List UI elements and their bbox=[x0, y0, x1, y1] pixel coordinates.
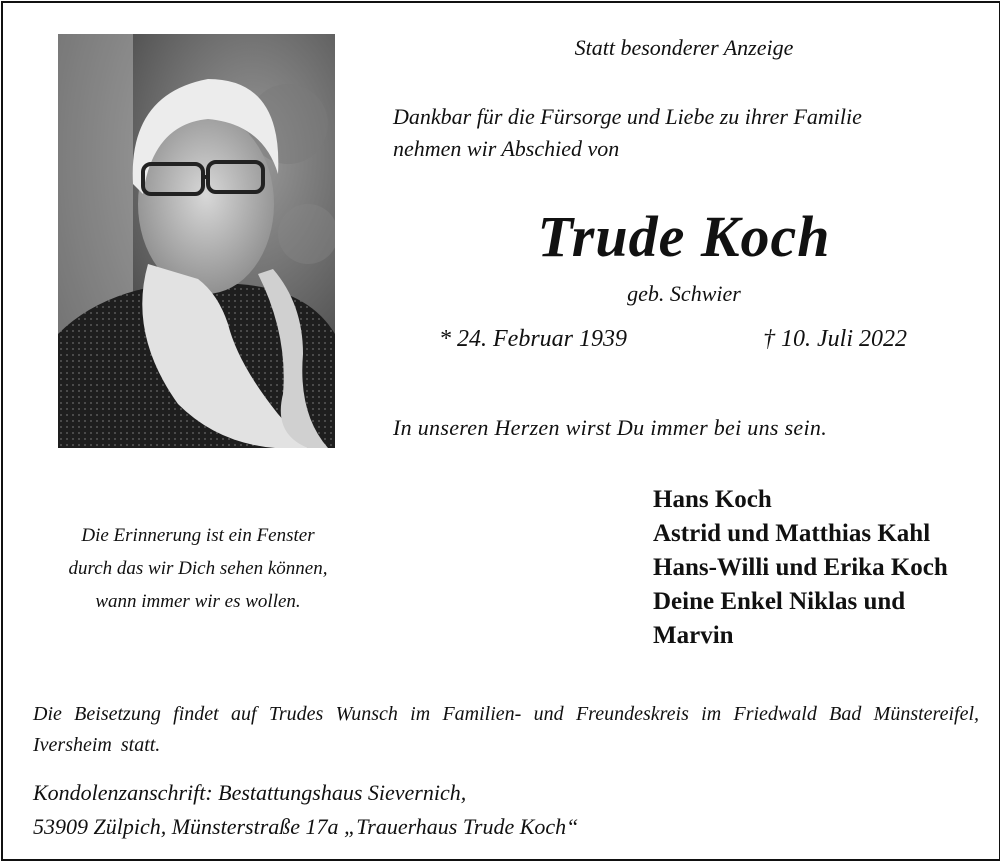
portrait-photo bbox=[58, 34, 335, 448]
notice-intro bbox=[393, 101, 862, 165]
death-date: † 10. Juli 2022 bbox=[763, 326, 907, 352]
burial-info: Die Beisetzung findet auf Trudes Wunsch im Familien- und Freundeskreis im Friedwald Bad Münstereifel, Iversheim statt. bbox=[33, 703, 979, 756]
family-member: Marvin bbox=[653, 622, 734, 649]
portrait-photo-image bbox=[58, 34, 335, 448]
family-member: Deine Enkel Niklas und bbox=[653, 588, 906, 615]
family-member: Astrid und Matthias Kahl bbox=[653, 520, 931, 547]
family-member: Hans-Willi und Erika Koch bbox=[653, 554, 948, 581]
memorial-quote bbox=[23, 519, 373, 618]
intro-line: nehmen wir Abschied von bbox=[393, 136, 620, 161]
notice-header: Statt besonderer Anzeige bbox=[574, 35, 794, 60]
farewell-line: In unseren Herzen wirst Du immer bei uns sein. bbox=[393, 415, 828, 440]
condolence-line: 53909 Zülpich, Münsterstraße 17a „Trauerhaus Trude Koch“ bbox=[33, 814, 579, 839]
condolence-address bbox=[33, 776, 578, 844]
deceased-name: Trude Koch bbox=[537, 204, 831, 269]
quote-line: durch das wir Dich sehen können, bbox=[68, 558, 328, 579]
intro-line: Dankbar für die Fürsorge und Liebe zu ihrer Familie bbox=[393, 104, 862, 129]
family-member: Hans Koch bbox=[653, 486, 772, 513]
family-signatures bbox=[653, 483, 948, 653]
birth-date: * 24. Februar 1939 bbox=[439, 326, 627, 352]
condolence-line: Kondolenzanschrift: Bestattungshaus Sievernich, bbox=[33, 780, 467, 805]
birth-name: geb. Schwier bbox=[627, 281, 741, 306]
quote-line: Die Erinnerung ist ein Fenster bbox=[81, 525, 315, 546]
obituary-notice bbox=[1, 1, 1000, 861]
quote-line: wann immer wir es wollen. bbox=[95, 591, 301, 612]
